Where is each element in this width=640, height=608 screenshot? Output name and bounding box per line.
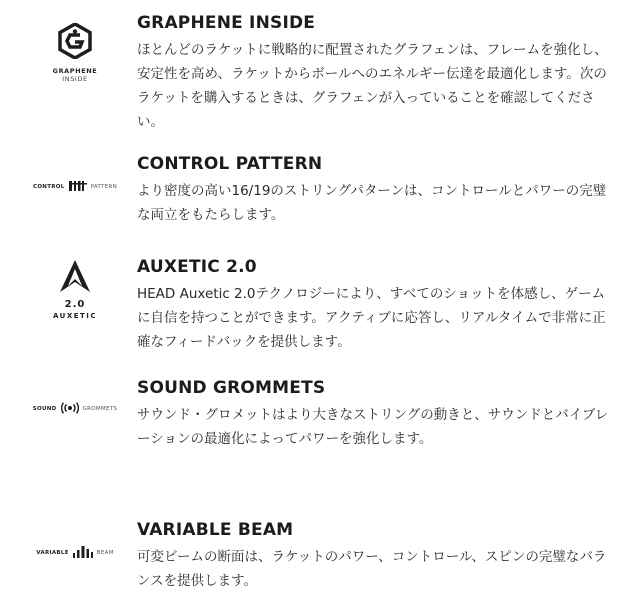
auxetic-content [137, 256, 617, 354]
feature-title: VARIABLE BEAM [137, 520, 294, 540]
feature-title: SOUND GROMMETS [137, 378, 326, 398]
feature-description: 可変ビームの断面は、ラケットのパワー、コントロール、スピンの完璧なバランスを提供します。 [137, 549, 607, 589]
auxetic-triangle-icon [60, 260, 90, 296]
graphene-inside-logo [20, 18, 130, 88]
variable-logo-right: BEAM [96, 550, 114, 556]
beam-bars-icon [73, 546, 93, 560]
sound-logo-right: GROMMETS [82, 406, 118, 412]
control-pattern-content [137, 153, 617, 227]
graphene-logo-line1: GRAPHENE [52, 67, 98, 75]
feature-title: AUXETIC 2.0 [137, 257, 257, 277]
feature-description: ほとんどのラケットに戦略的に配置されたグラフェンは、フレームを強化し、安定性を高め、ラケットからボールへのエネルギー伝達を最適化します。次のラケットを購入するときは、グラフェンが入っていることを確認してください。 [137, 42, 608, 130]
feature-description: HEAD Auxetic 2.0テクノロジーにより、すべてのショットを体感し、ゲームに自信を持つことができます。アクティブに応答し、リアルタイムで非常に正確なフィードバックを提供します。 [137, 286, 606, 350]
variable-beam-logo-row [36, 546, 114, 560]
variable-beam-logo [20, 545, 130, 561]
auxetic-logo-number: 2.0 [64, 298, 86, 310]
graphene-logo-line2: INSIDE [62, 75, 88, 83]
control-pattern-logo [20, 179, 130, 195]
sound-grommets-logo-row [33, 402, 117, 416]
control-logo-left: CONTROL [32, 184, 65, 190]
string-pattern-icon [69, 181, 87, 193]
graphene-logo-text [53, 67, 98, 83]
sound-grommets-logo [20, 401, 130, 417]
sound-grommets-content [137, 377, 617, 451]
variable-logo-left: VARIABLE [36, 550, 69, 556]
feature-description: より密度の高い16/19のストリングパターンは、コントロールとパワーの完璧な両立をもたらします。 [137, 183, 607, 223]
feature-title: GRAPHENE INSIDE [137, 13, 316, 33]
control-pattern-logo-row [33, 181, 117, 193]
graphene-content [137, 12, 617, 134]
feature-title: CONTROL PATTERN [137, 154, 323, 174]
auxetic-logo-word: AUXETIC [52, 311, 98, 320]
graphene-hexagon-icon [58, 23, 92, 63]
sound-wave-icon [61, 402, 79, 416]
auxetic-logo [20, 256, 130, 324]
sound-logo-left: SOUND [32, 406, 57, 412]
control-logo-right: PATTERN [90, 184, 118, 190]
feature-description: サウンド・グロメットはより大きなストリングの動きと、サウンドとバイブレーションの最適化によってパワーを強化します。 [137, 407, 609, 447]
variable-beam-content [137, 519, 617, 593]
